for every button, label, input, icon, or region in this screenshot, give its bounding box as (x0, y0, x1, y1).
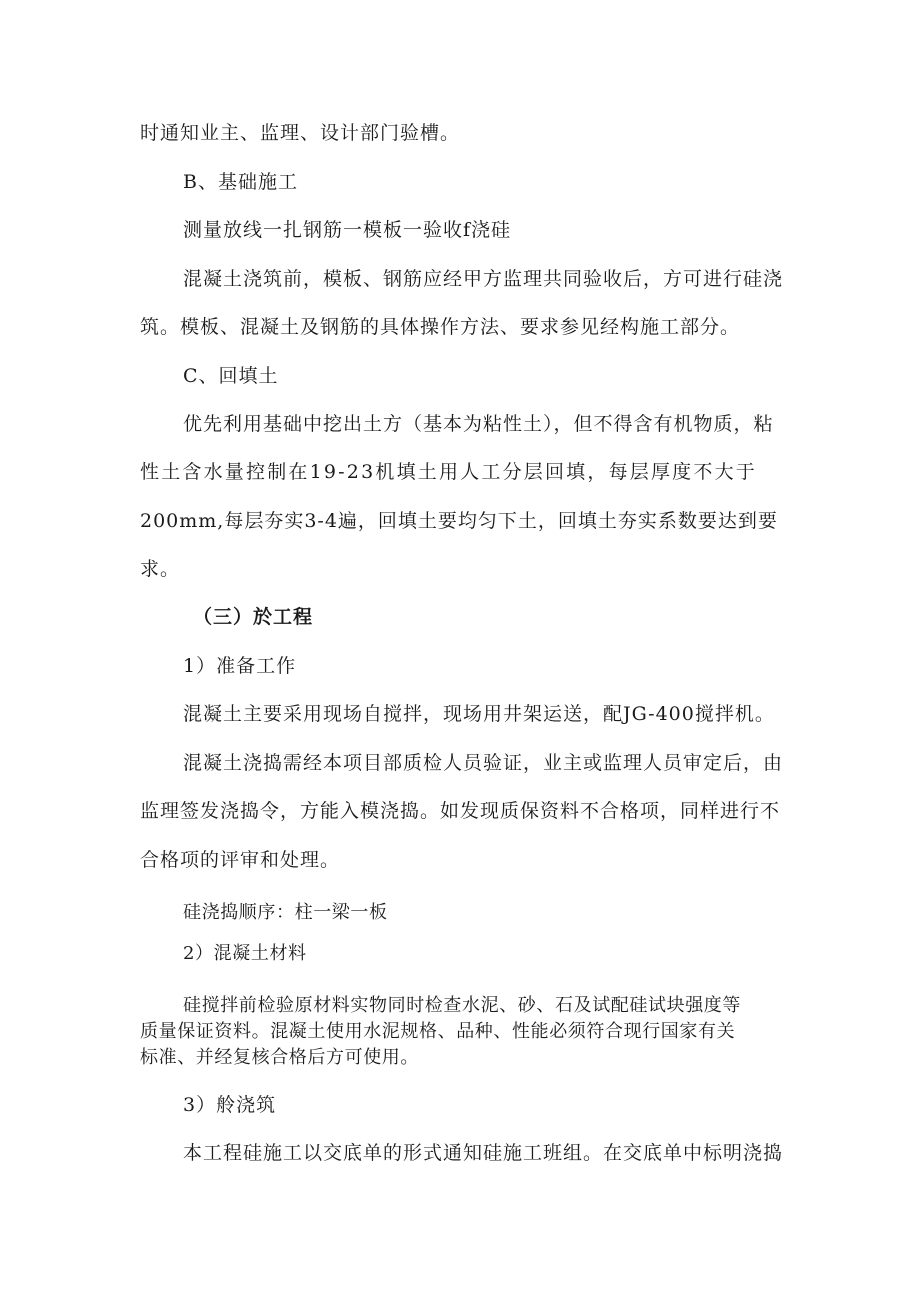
paragraph-line: 200mm,每层夯实3-4遍，回填土要均匀下土，回填土夯实系数要达到要 (140, 510, 778, 532)
paragraph-line: 硅搅拌前检验原材料实物同时检查水泥、砂、石及试配硅试块强度等 (183, 995, 741, 1016)
paragraph-line: 求。 (140, 558, 181, 580)
paragraph-line: 标准、并经复核合格后方可使用。 (140, 1047, 419, 1068)
paragraph-line: 筑。模板、混凝土及钢筋的具体操作方法、要求参见经构施工部分。 (140, 316, 741, 338)
subsection-heading-2: 2）混凝土材料 (183, 943, 307, 964)
paragraph-line: 质量保证资料。混凝土使用水泥规格、品种、性能必须符合现行国家有关 (140, 1021, 736, 1042)
paragraph-line: 硅浇捣顺序：柱一梁一板 (183, 902, 388, 923)
paragraph-line: 合格项的评审和处理。 (140, 849, 341, 871)
section-heading-b: B、基础施工 (183, 171, 298, 193)
paragraph-line: 测量放线一扎钢筋一模板一验收f浇硅 (183, 219, 512, 241)
paragraph-line: 本工程硅施工以交底单的形式通知硅施工班组。在交底单中标明浇捣 (183, 1142, 784, 1164)
subsection-heading-3: 3）舲浇筑 (183, 1094, 277, 1116)
paragraph-line: 时通知业主、监理、设计部门验槽。 (140, 122, 461, 144)
paragraph-line: 混凝土主要采用现场自搅拌，现场用井架运送，配JG-400搅拌机。 (183, 703, 775, 725)
paragraph-line: 监理签发浇捣令，方能入模浇捣。如发现质保资料不合格项，同样进行不 (140, 800, 781, 822)
section-title-3: （三）於工程 (193, 606, 314, 628)
subsection-heading-1: 1）准备工作 (183, 655, 297, 677)
paragraph-line: 混凝土浇筑前，模板、钢筋应经甲方监理共同验收后，方可进行硅浇 (183, 268, 784, 290)
section-heading-c: C、回填土 (183, 365, 279, 387)
paragraph-line: 性土含水量控制在19-23机填土用人工分层回填，每层厚度不大于 (140, 461, 757, 483)
paragraph-line: 优先利用基础中挖出土方（基本为粘性土），但不得含有机物质，粘 (183, 413, 774, 435)
paragraph-line: 混凝土浇捣需经本项目部质检人员验证，业主或监理人员审定后，由 (183, 752, 784, 774)
